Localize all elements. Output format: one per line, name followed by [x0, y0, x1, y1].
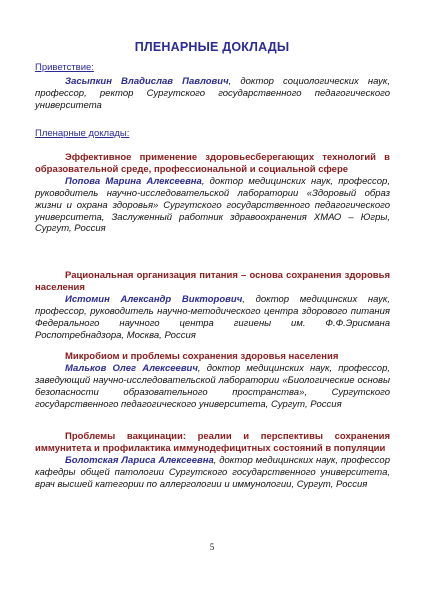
greeting-speaker-details: , доктор социологических наук, профессор, ректор Сургутского государственного педагогического университета — [35, 76, 390, 111]
talk-2 — [35, 270, 390, 341]
talk-3-speaker-details: , доктор медицинских наук, профессор, заведующий научно-исследовательской лаборатории «Биологические основы безопасности образовательного пространства», Сургутского государственного педагогического университета, Сургут, Россия — [35, 362, 390, 410]
talk-2-speaker-details: , доктор медицинских наук, профессор, руководитель научно-методического центра здорового питания Федерального научного центра гигиены им. Ф.Ф.Эрисмана Роспотребнадзора, Москва, Россия — [35, 293, 390, 341]
talk-4-speaker-name: Болотская Лариса Алексеевна — [65, 454, 214, 466]
talk-1 — [35, 152, 390, 235]
talk-3-title: Микробиом и проблемы сохранения здоровья населения — [65, 351, 339, 362]
talk-4-bio — [35, 455, 390, 491]
plenary-section — [35, 128, 390, 140]
page-number: 5 — [209, 542, 215, 552]
talk-3 — [35, 351, 390, 411]
talk-2-bio — [35, 294, 390, 342]
talk-1-speaker-details: , доктор медицинских наук, профессор, руководитель научно-исследовательской лаборатории «Здоровый образ жизни и охрана здоровья» Сургутского государственного педагогического университета, Заслуженный работник здравоохранения ХМАО – Югры, Сургут, Россия — [35, 175, 390, 235]
talk-4-speaker-details: , доктор медицинских наук, профессор кафедры общей патологии Сургутского государственного университета, врач высшей категории по аллергологии и иммунологии, Сургут, Россия — [35, 454, 390, 490]
talk-3-bio — [35, 363, 390, 411]
plenary-label: Пленарные доклады: — [35, 128, 130, 139]
page-heading: ПЛЕНАРНЫЕ ДОКЛАДЫ — [134, 40, 290, 54]
talk-4-title: Проблемы вакцинации: реалии и перспективы сохранения иммунитета и профилактика иммунодефицитных состояний в популяции — [35, 431, 390, 454]
talk-2-speaker-name: Истомин Александр Викторович — [65, 293, 243, 305]
greeting-section — [35, 62, 390, 74]
greeting-speaker-name: Засыпкин Владислав Павлович — [65, 76, 229, 87]
talk-1-speaker-name: Попова Марина Алексеевна — [65, 175, 202, 187]
talk-2-title: Рациональная организация питания – основа сохранения здоровья населения — [35, 270, 390, 293]
greeting-bio — [35, 76, 390, 112]
talk-3-speaker-name: Мальков Олег Алексеевич — [65, 362, 198, 374]
greeting-label: Приветствие: — [35, 62, 94, 73]
talk-4 — [35, 431, 390, 491]
greeting-block — [35, 76, 390, 112]
talk-1-bio — [35, 176, 390, 236]
talk-1-title: Эффективное применение здоровьесберегающих технологий в образовательной среде, профессиональной и социальной сфере — [35, 152, 390, 175]
